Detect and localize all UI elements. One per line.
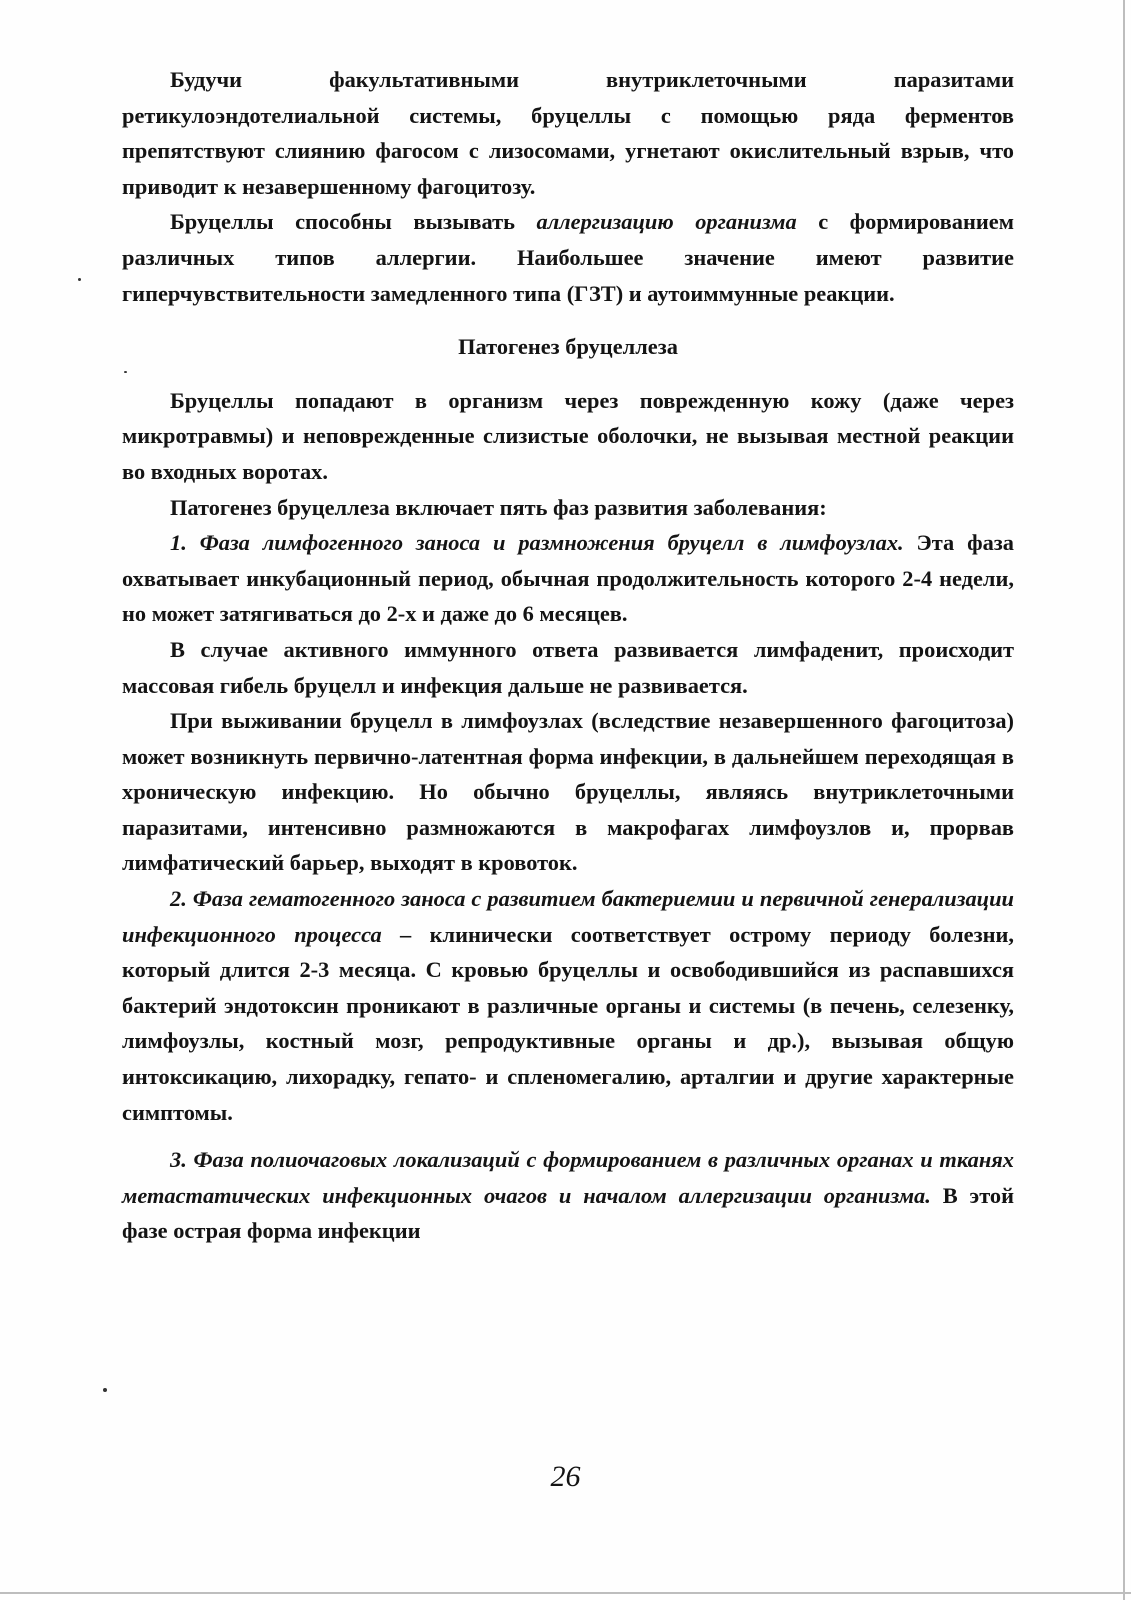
phase-2-title: 2. Фаза гематогенного заноса с развитием бактериемии и первичной генерализации инфекционного процесса — [122, 886, 1014, 947]
term-allergization: аллергизацию организма — [536, 209, 797, 235]
scan-speck — [78, 278, 81, 281]
scan-speck — [103, 1388, 107, 1392]
paragraph-survival: При выживании бруцелл в лимфоузлах (вследствие незавершенного фагоцитоза) может возникнуть первично-латентная форма инфекции, в дальнейшем переходящая в хроническую инфекцию. Но обычно бруцеллы, являясь внутриклеточными паразитами, интенсивно размножаются в макрофагах лимфоузлов и, прорвав лимфатический барьер, выходят в кровоток. — [122, 708, 1014, 876]
page-number: 26 — [550, 1460, 581, 1493]
scan-speck — [124, 371, 127, 373]
paragraph-entry: Бруцеллы попадают в организм через поврежденную кожу (даже через микротравмы) и неповрежденные слизистые оболочки, не вызывая местной реакции во входных воротах. — [122, 387, 1014, 484]
phase-3-title: 3. Фаза полиочаговых локализаций с формированием в различных органах и тканях метастатических инфекционных очагов и началом аллергизации организма. — [122, 1147, 1014, 1208]
paragraph-phagocytosis: Будучи факультативными внутриклеточными паразитами ретикулоэндотелиальной системы, бруцеллы с помощью ряда ферментов препятствуют слиянию фагосом с лизосомами, угнетают окислительный взрыв, что приводит к незавершенному фагоцитозу. — [122, 67, 1014, 199]
paragraph-allergy: Бруцеллы способны вызывать аллергизацию организма с формированием различных типов аллергии. Наибольшее значение имеют развитие гиперчувствительности замедленного типа (ГЗТ) и аутоиммунные реакции. — [122, 209, 1014, 306]
body-text — [122, 62, 1014, 1249]
phase-1-title: 1. Фаза лимфогенного заноса и размножения бруцелл в лимфоузлах. — [170, 530, 904, 556]
paragraph-phase-3: 3. Фаза полиочаговых локализаций с формированием в различных органах и тканях метастатических инфекционных очагов и началом аллергизации организма. В этой фазе острая форма инфекции — [122, 1147, 1015, 1244]
paragraph-immune-response: В случае активного иммунного ответа развивается лимфаденит, происходит массовая гибель бруцелл и инфекция дальше не развивается. — [122, 636, 1014, 698]
section-heading: Патогенез бруцеллеза — [458, 334, 678, 360]
paragraph-phase-1: 1. Фаза лимфогенного заноса и размножения бруцелл в лимфоузлах. Эта фаза охватывает инкубационный период, обычная продолжительность которого 2-4 недели, но может затягиваться до 2-х и даже до 6 месяцев. — [122, 530, 1014, 627]
paragraph-phases-intro: Патогенез бруцеллеза включает пять фаз развития заболевания: — [170, 494, 827, 520]
paragraph-phase-2: 2. Фаза гематогенного заноса с развитием бактериемии и первичной генерализации инфекционного процесса – клинически соответствует острому периоду болезни, который длится 2-3 месяца. С кровью бруцеллы и освободившийся из распавшихся бактерий эндотоксин проникают в различные органы и системы (в печень, селезенку, лимфоузлы, костный мозг, репродуктивные органы и др.), вызывая общую интоксикацию, лихорадку, гепато- и спленомегалию, арталгии и другие характерные симптомы. — [122, 886, 1014, 1125]
page-edge-right — [1123, 0, 1125, 1600]
page-edge-bottom — [0, 1592, 1131, 1594]
